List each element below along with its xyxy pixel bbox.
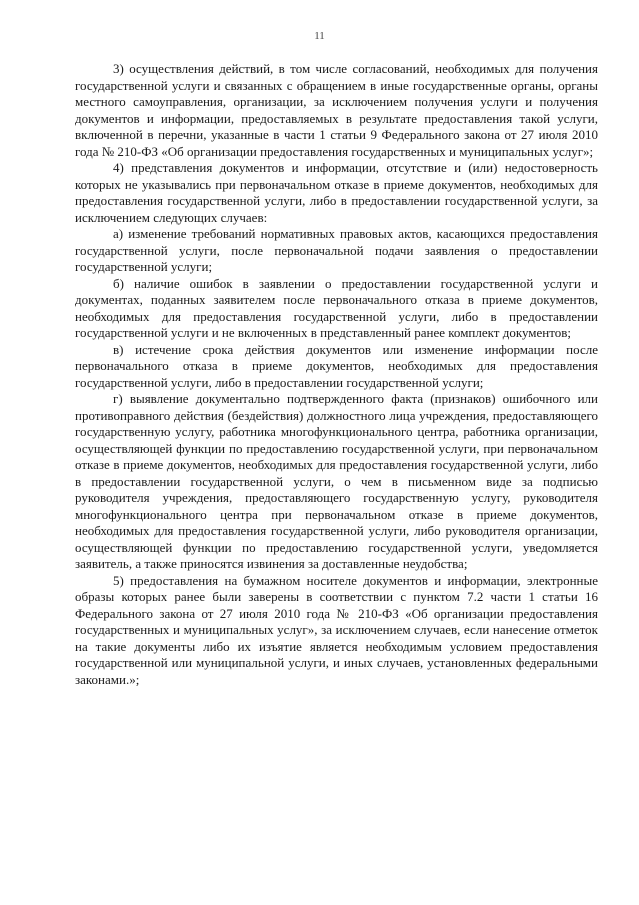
paragraph-subitem-b: б) наличие ошибок в заявлении о предоставлении государственной услуги и документах, поданных заявителем после первоначального отказа в приеме документов, необходимых для предоставления государственной услуги, либо в предоставлении государственной услуги и не включенных в представленный ранее комплект документов;: [75, 275, 598, 340]
paragraph-subitem-v: в) истечение срока действия документов или изменение информации после первоначального отказа в приеме документов, необходимых для предоставления государственной услуги, либо в предоставлении государственной услуги;: [75, 341, 598, 390]
paragraph-subitem-g: г) выявление документально подтвержденного факта (признаков) ошибочного или противоправного действия (бездействия) должностного лица учреждения, предоставляющего государственную услугу, работника многофункционального центра, работника организации, осуществляющей функции по предоставлению государственной услуги, при первоначальном отказе в приеме документов, необходимых для предоставления государственной услуги, либо в предоставлении государственной услуги, о чем в письменном виде за подписью руководителя учреждения, предоставляющего государственную услугу, руководителя многофункционального центра при первоначальном отказе в приеме документов, необходимых для предоставления государственной услуги, либо руководителя организации, осуществляющей функции по предоставлению государственной услуги, уведомляется заявитель, а также приносятся извинения за доставленные неудобства;: [75, 391, 598, 571]
paragraph-item-4: 4) представления документов и информации, отсутствие и (или) недостоверность которых не указывались при первоначальном отказе в приеме документов, необходимых для предоставления государственной услуги, либо в предоставлении государственной услуги, за исключением следующих случаев:: [75, 160, 598, 225]
paragraph-item-5: 5) предоставления на бумажном носителе документов и информации, электронные образы которых ранее были заверены в соответствии с пунктом 7.2 части 1 статьи 16 Федерального закона от 27 июля 2010 года № 210-ФЗ «Об организации предоставления государственных и муниципальных услуг», за исключением случаев, если нанесение отметок на такие документы либо их изъятие является необходимым условием предоставления государственной или муниципальной услуги, и иных случаев, установленных федеральными законами.»;: [75, 572, 598, 687]
document-body: [75, 61, 598, 688]
paragraph-item-3: 3) осуществления действий, в том числе согласований, необходимых для получения государственной услуги и связанных с обращением в иные государственные органы, органы местного самоуправления, организации, за исключением получения услуги и получения документов и информации, предоставляемых в результате предоставления такой услуги, включенной в перечни, указанные в части 1 статьи 9 Федерального закона от 27 июля 2010 года № 210-ФЗ «Об организации предоставления государственных и муниципальных услуг»;: [75, 61, 598, 159]
page-number: 11: [314, 30, 325, 42]
paragraph-subitem-a: а) изменение требований нормативных правовых актов, касающихся предоставления государственной услуги, после первоначальной подачи заявления о предоставлении государственной услуги;: [75, 226, 598, 274]
